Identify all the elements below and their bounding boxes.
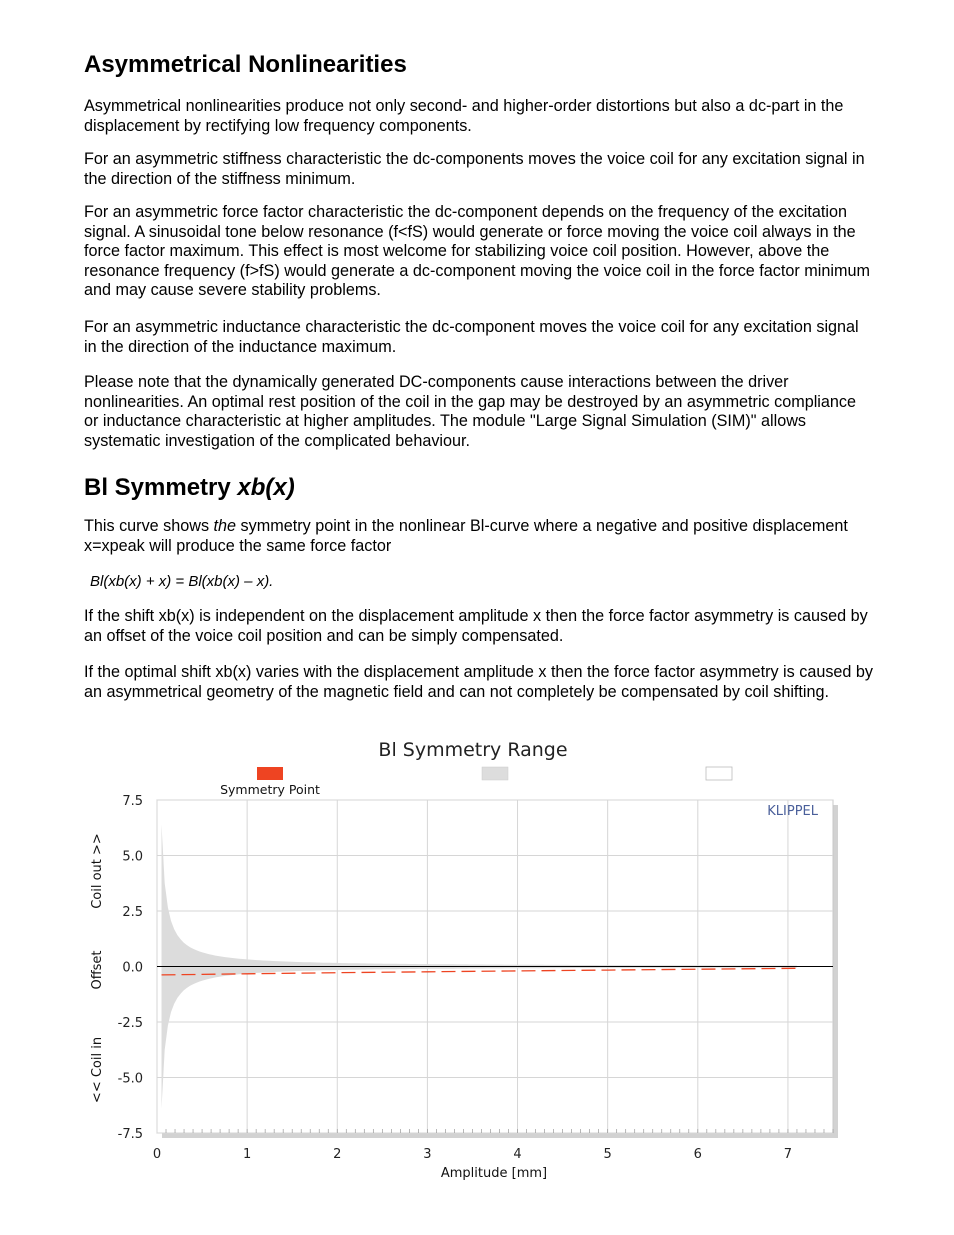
x-tick-label: 4: [513, 1147, 522, 1162]
paragraph: Please note that the dynamically generated DC-components cause interactions between the driver nonlinearities. An optimal rest position of the coil in the gap may be destroyed by an asymmetric compliance or inductance characteristic at higher amplitudes. The module "Large Signal Simulation (SIM)" allows systematic investigation of the complicated behaviour.: [84, 373, 857, 450]
paragraph: If the optimal shift xb(x) varies with the displacement amplitude x then the force factor asymmetry is caused by an asymmetrical geometry of the magnetic field and can not completely be compensated by coil shifting.: [84, 663, 874, 701]
x-tick-label: 3: [423, 1147, 432, 1162]
y-tick-label: 0.0: [122, 960, 143, 976]
x-tick-label: 5: [603, 1147, 612, 1162]
chart-legend: [220, 767, 732, 797]
section-title-text: Bl Symmetry: [84, 474, 238, 501]
y-tick-label: 2.5: [122, 905, 143, 920]
y-axis-label-coil-in: << Coil in: [90, 1036, 105, 1104]
paragraph: For an asymmetric stiffness characteristic the dc-components moves the voice coil for any excitation signal in the direction of the stiffness minimum.: [84, 150, 865, 188]
y-tick-label: 7.5: [122, 794, 143, 809]
x-tick-label: 1: [242, 1147, 252, 1162]
intro-emphasis: the: [213, 517, 237, 535]
chart-title: Bl Symmetry Range: [378, 739, 568, 761]
x-tick-label: 2: [333, 1147, 342, 1162]
section-title-italic: xb(x): [237, 474, 295, 501]
watermark-klippel: KLIPPEL: [767, 804, 818, 819]
intro-text-rest: symmetry point in the nonlinear Bl-curve where a negative and positive displacement x=xpeak will produce the same force factor: [84, 517, 848, 555]
y-tick-label: -5.0: [117, 1071, 143, 1087]
y-tick-label: -2.5: [117, 1016, 143, 1031]
x-axis-label: Amplitude [mm]: [440, 1166, 548, 1181]
paragraph: For an asymmetric force factor characteristic the dc-component depends on the frequency of the excitation signal. A sinusoidal tone below resonance (f<fS) would generate or force moving the voice coil always in the force factor maximum. This effect is most welcome for stabilizing voice coil position. However, above the resonance frequency (f>fS) would generate a dc-component moving the voice coil in the force factor minimum and may cause severe stability problems.: [84, 203, 870, 300]
paragraph: If the shift xb(x) is independent on the displacement amplitude x then the force factor asymmetry is caused by an offset of the voice coil position and can be simply compensated.: [84, 607, 868, 645]
y-tick-labels: [118, 794, 143, 1142]
x-tick-label: 0: [152, 1147, 162, 1162]
paragraph: Asymmetrical nonlinearities produce not only second- and higher-order distortions but also a dc-part in the displacement by rectifying low frequency components.: [84, 97, 844, 135]
x-tick-label: 7: [783, 1147, 793, 1162]
x-tick-labels: [153, 1147, 792, 1162]
formula: Bl(xb(x) + x) = Bl(xb(x) – x).: [90, 573, 274, 590]
y-tick-label: -7.5: [117, 1127, 143, 1142]
legend-swatch-symmetry-point: [257, 767, 283, 780]
paragraph: For an asymmetric inductance characteristic the dc-component moves the voice coil for any excitation signal in the direction of the inductance maximum.: [84, 318, 859, 356]
x-tick-label: 6: [693, 1147, 702, 1162]
legend-swatch-empty: [706, 767, 732, 780]
y-axis-label-offset: Offset: [90, 950, 105, 990]
y-axis-label-coil-out: Coil out >>: [90, 833, 105, 909]
y-tick-label: 5.0: [122, 849, 143, 865]
section-title-asymmetrical-nonlinearities: Asymmetrical Nonlinearities: [84, 51, 407, 78]
intro-text: This curve shows: [84, 517, 214, 535]
legend-label-symmetry-point: Symmetry Point: [220, 782, 320, 797]
intro-paragraph: [84, 517, 874, 556]
bl-symmetry-chart: [84, 730, 884, 1190]
chart-svg: [84, 730, 884, 1190]
legend-swatch-range: [482, 767, 508, 780]
section-title-bl-symmetry: [84, 474, 295, 502]
